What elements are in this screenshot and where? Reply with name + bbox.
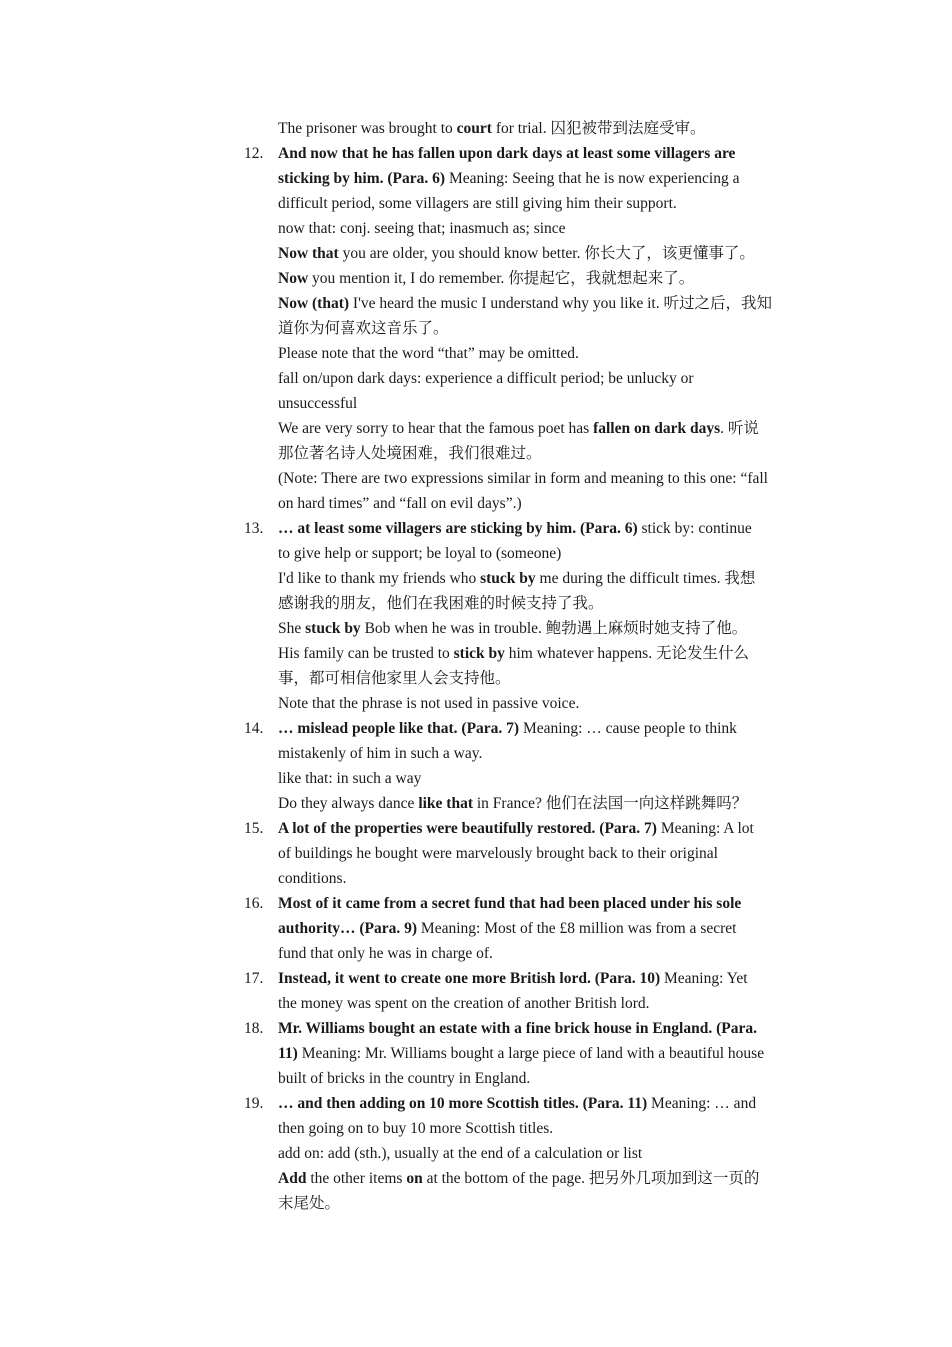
text: She	[278, 620, 306, 637]
text-line	[278, 566, 755, 591]
text: I've heard the music I understand why you like it. 听过之后，我知	[349, 295, 772, 312]
text-line	[278, 966, 748, 991]
text-line	[278, 1041, 764, 1066]
list-number: 16.	[244, 895, 264, 912]
text-line	[278, 616, 747, 641]
text-line	[278, 291, 772, 316]
bold-text: … mislead people like that. (Para. 7)	[278, 720, 520, 737]
text: His family can be trusted to	[278, 645, 454, 662]
bold-text: … at least some villagers are sticking by him. (Para. 6)	[278, 520, 638, 537]
list-number: 17.	[244, 970, 264, 987]
bold-text: Most of it came from a secret fund that had been placed under his sole	[278, 895, 742, 912]
text: the money was spent on the creation of another British lord.	[278, 995, 650, 1012]
text: me during the difficult times. 我想	[535, 570, 756, 587]
list-number: 18.	[244, 1020, 264, 1037]
text-line	[278, 366, 694, 391]
bold-text: stuck by	[305, 620, 361, 637]
text-line	[278, 816, 754, 841]
text-line	[278, 441, 542, 466]
text-line	[278, 716, 737, 741]
text: of buildings he bought were marvelously brought back to their original	[278, 845, 718, 862]
bold-text: Mr. Williams bought an estate with a fine brick house in England. (Para.	[278, 1020, 757, 1037]
text-line	[278, 316, 449, 341]
text: at the bottom of the page. 把另外几项加到这一页的	[422, 1170, 760, 1187]
text-line	[278, 1191, 340, 1216]
text: like that: in such a way	[278, 770, 422, 787]
text: then going on to buy 10 more Scottish titles.	[278, 1120, 554, 1137]
text-line	[278, 1066, 530, 1091]
bold-text: authority… (Para. 9)	[278, 920, 418, 937]
text: him whatever happens. 无论发生什么	[504, 645, 749, 662]
text: Meaning: Mr. Williams bought a large piece of land with a beautiful house	[297, 1045, 765, 1062]
text-line	[278, 241, 755, 266]
text-line	[278, 891, 741, 916]
text: Meaning: … cause people to think	[519, 720, 737, 737]
bold-text: Add	[278, 1170, 307, 1187]
bold-text: And now that he has fallen upon dark days at least some villagers are	[278, 145, 736, 162]
text: built of bricks in the country in England.	[278, 1070, 531, 1087]
bold-text: Instead, it went to create one more British lord. (Para. 10)	[278, 970, 661, 987]
bold-text: Now (that)	[278, 295, 350, 312]
text: you are older, you should know better. 你长大了，该更懂事了。	[338, 245, 755, 262]
text: now that: conj. seeing that; inasmuch as; since	[278, 220, 566, 237]
text-line	[278, 216, 566, 241]
text-line	[278, 741, 482, 766]
text: I'd like to thank my friends who	[278, 570, 481, 587]
bold-text: fallen on dark days	[593, 420, 721, 437]
text-line	[278, 691, 579, 716]
text: the other items	[306, 1170, 407, 1187]
text: Bob when he was in trouble. 鲍勃遇上麻烦时她支持了他。	[360, 620, 748, 637]
text-line	[278, 166, 739, 191]
text-line	[278, 666, 511, 691]
text: fall on/upon dark days: experience a difficult period; be unlucky or	[278, 370, 694, 387]
text-line	[278, 1016, 757, 1041]
text: Meaning: A lot	[656, 820, 754, 837]
text: stick by: continue	[637, 520, 752, 537]
list-number: 13.	[244, 520, 264, 537]
list-number: 19.	[244, 1095, 264, 1112]
text: fund that only he was in charge of.	[278, 945, 493, 962]
text: unsuccessful	[278, 395, 358, 412]
text-line	[278, 1141, 642, 1166]
text: Note that the phrase is not used in passive voice.	[278, 695, 580, 712]
list-number: 14.	[244, 720, 264, 737]
text: . 听说	[720, 420, 759, 437]
text-line	[278, 341, 579, 366]
text: difficult period, some villagers are still giving him their support.	[278, 195, 677, 212]
list-number: 12.	[244, 145, 264, 162]
text: 道你为何喜欢这音乐了。	[278, 320, 449, 337]
text-line	[278, 791, 747, 816]
text: on hard times” and “fall on evil days”.)	[278, 495, 522, 512]
text-line	[278, 766, 421, 791]
text: 事，都可相信他家里人会支持他。	[278, 670, 511, 687]
bold-text: … and then adding on 10 more Scottish titles. (Para. 11)	[278, 1095, 648, 1112]
text-line	[278, 866, 346, 891]
text: 感谢我的朋友，他们在我困难的时候支持了我。	[278, 595, 604, 612]
text: Meaning: Seeing that he is now experiencing a	[445, 170, 740, 187]
text: you mention it, I do remember. 你提起它，我就想起来了。	[308, 270, 695, 287]
bold-text: Now	[278, 270, 309, 287]
bold-text: Now that	[278, 245, 339, 262]
text: add on: add (sth.), usually at the end of a calculation or list	[278, 1145, 643, 1162]
text-line	[278, 266, 694, 291]
text-line	[278, 116, 706, 141]
text: (Note: There are two expressions similar in form and meaning to this one: “fall	[278, 470, 768, 487]
text-line	[278, 491, 522, 516]
text-line	[278, 1116, 553, 1141]
bold-text: stick by	[453, 645, 505, 662]
bold-text: sticking by him. (Para. 6)	[278, 170, 446, 187]
text-line	[278, 916, 736, 941]
text-line	[278, 1166, 759, 1191]
text: Meaning: … and	[647, 1095, 757, 1112]
text: in France? 他们在法国一向这样跳舞吗？	[473, 795, 748, 812]
text: The prisoner was brought to	[278, 120, 457, 137]
text: Meaning: Most of the £8 million was from a secret	[417, 920, 737, 937]
text-line	[278, 941, 493, 966]
text-line	[278, 1091, 756, 1116]
text: Meaning: Yet	[660, 970, 748, 987]
bold-text: stuck by	[480, 570, 536, 587]
text-line	[278, 591, 604, 616]
bold-text: 11)	[278, 1045, 298, 1062]
text: 那位著名诗人处境困难，我们很难过。	[278, 445, 542, 462]
text: to give help or support; be loyal to (someone)	[278, 545, 562, 562]
text: Do they always dance	[278, 795, 419, 812]
text-line	[278, 141, 735, 166]
text-line	[278, 641, 749, 666]
text-line	[278, 516, 752, 541]
text-line	[278, 416, 759, 441]
bold-text: A lot of the properties were beautifully restored. (Para. 7)	[278, 820, 657, 837]
bold-text: court	[456, 120, 492, 137]
text: Please note that the word “that” may be omitted.	[278, 345, 579, 362]
list-number: 15.	[244, 820, 264, 837]
text-line	[278, 191, 677, 216]
text-line	[278, 466, 768, 491]
text-line	[278, 541, 561, 566]
text: 末尾处。	[278, 1195, 341, 1212]
bold-text: like that	[418, 795, 473, 812]
text: conditions.	[278, 870, 347, 887]
text: mistakenly of him in such a way.	[278, 745, 483, 762]
text-line	[278, 841, 718, 866]
text: for trial. 囚犯被带到法庭受审。	[491, 120, 706, 137]
text-line	[278, 391, 357, 416]
text: We are very sorry to hear that the famous poet has	[278, 420, 594, 437]
bold-text: on	[406, 1170, 423, 1187]
text-line	[278, 991, 649, 1016]
